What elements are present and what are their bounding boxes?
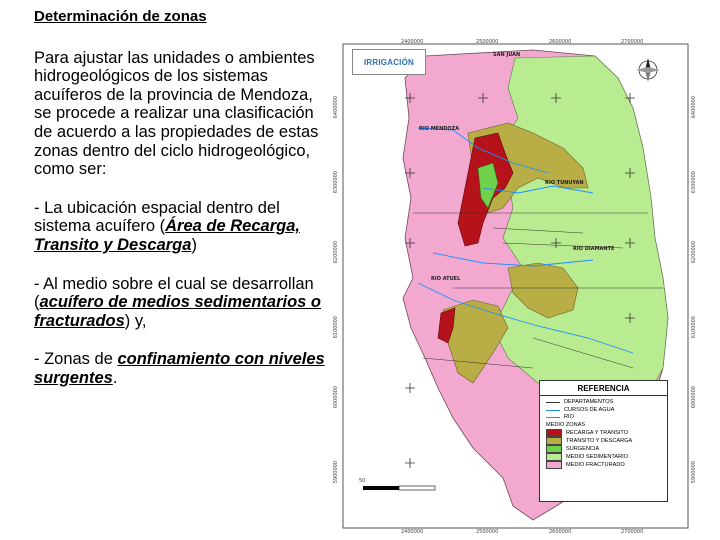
tick-right-3: 6200000 — [691, 241, 697, 264]
tick-right-5: 6000000 — [691, 386, 697, 409]
label-rio-atuel: RIO ATUEL — [431, 276, 461, 282]
bullet-confinement — [34, 350, 334, 387]
tick-left-2: 6300000 — [333, 171, 339, 194]
tick-left-3: 6200000 — [333, 241, 339, 264]
legend-item-recarga — [546, 429, 667, 437]
tick-left-5: 6000000 — [333, 386, 339, 409]
intro-paragraph: Para ajustar las unidades o ambientes hidrogeológicos de los sistemas acuíferos de la provincia de Mendoza, se procede a realizar una clasificación de acuerdo a las propiedades de estas zonas dentro del ciclo hidrogeológico, como ser: — [34, 48, 319, 179]
legend-item-transito — [546, 437, 667, 445]
legend-swatch-surgencia — [546, 445, 562, 453]
legend-label-rio: RIO — [564, 414, 574, 421]
irrigacion-logo — [352, 49, 426, 75]
legend-label-cursos: CURSOS DE AGUA — [564, 406, 615, 413]
map-legend — [539, 380, 668, 502]
legend-line-rio — [546, 417, 560, 418]
bullet-medium — [34, 275, 334, 331]
legend-swatch-fracturado — [546, 461, 562, 469]
tick-top-3: 2600000 — [549, 39, 572, 45]
tick-bottom-3: 2600000 — [549, 529, 572, 535]
bullet-confinement-suffix: . — [112, 368, 118, 387]
tick-top-4: 2700000 — [621, 39, 644, 45]
tick-left-4: 6100000 — [333, 316, 339, 339]
legend-item-cursos — [546, 407, 667, 415]
legend-item-departamentos — [546, 399, 667, 407]
bullet-confinement-prefix: - Zonas de — [34, 350, 118, 369]
tick-top-1: 2400000 — [401, 39, 424, 45]
tick-right-2: 6300000 — [691, 171, 697, 194]
legend-line-departamentos — [546, 402, 560, 403]
legend-label-zonas: MEDIO ZONAS — [546, 421, 586, 428]
legend-item-surgencia — [546, 445, 667, 453]
label-rio-mendoza: RIO MENDOZA — [419, 126, 460, 132]
slide-title: Determinación de zonas — [34, 8, 207, 25]
tick-left-1: 6400000 — [333, 96, 339, 119]
scale-bar — [363, 486, 435, 490]
legend-zones-heading — [546, 422, 667, 430]
bullet-location-suffix: ) — [191, 235, 197, 254]
legend-label-transito: TRANSITO Y DESCARGA — [566, 437, 633, 444]
label-rio-diamante: RIO DIAMANTE — [573, 246, 615, 252]
logo-text: IRRIGACIÓN — [364, 57, 414, 67]
legend-title: REFERENCIA — [540, 384, 667, 396]
legend-line-cursos — [546, 410, 560, 411]
bullet-location-emphasis: Área de Recarga, Transito y Descarga — [34, 217, 300, 254]
bullet-location — [34, 199, 334, 255]
legend-label-fracturado: MEDIO FRACTURADO — [566, 461, 625, 468]
tick-left-6: 5900000 — [333, 461, 339, 484]
legend-label-surgencia: SURGENCIA — [566, 445, 600, 452]
tick-top-2: 2500000 — [476, 39, 499, 45]
tick-right-6: 5900000 — [691, 461, 697, 484]
bullet-medium-emphasis: acuífero de medios sedimentarios o fracturados — [34, 293, 321, 330]
bullet-confinement-emphasis: confinamiento con niveles surgentes — [34, 350, 325, 387]
legend-item-rio — [546, 414, 667, 422]
scale-label: 50 — [359, 478, 366, 484]
tick-right-1: 6400000 — [691, 96, 697, 119]
legend-label-departamentos: DEPARTAMENTOS — [564, 399, 614, 405]
legend-label-sedimentario: MEDIO SEDIMENTARIO — [566, 453, 629, 460]
tick-bottom-1: 2400000 — [401, 529, 424, 535]
bullet-location-prefix: - La ubicación espacial dentro del sistema acuífero ( — [34, 198, 280, 236]
tick-bottom-4: 2700000 — [621, 529, 644, 535]
bullet-medium-prefix: - Al medio sobre el cual se desarrollan ( — [34, 274, 314, 312]
tick-right-4: 6100000 — [691, 316, 697, 339]
slide-text — [34, 8, 334, 408]
legend-label-recarga: RECARGA Y TRANSITO — [566, 429, 629, 436]
tick-bottom-2: 2500000 — [476, 529, 499, 535]
legend-item-sedimentario — [546, 453, 667, 461]
legend-swatch-sedimentario — [546, 453, 562, 461]
label-rio-tunuyan: RIO TUNUYAN — [545, 180, 584, 186]
legend-swatch-recarga — [546, 429, 562, 437]
legend-item-fracturado — [546, 461, 667, 469]
legend-list — [546, 399, 667, 469]
bullet-medium-suffix: ) y, — [124, 311, 147, 330]
label-san-juan: SAN JUAN — [493, 52, 521, 58]
legend-swatch-transito — [546, 437, 562, 445]
